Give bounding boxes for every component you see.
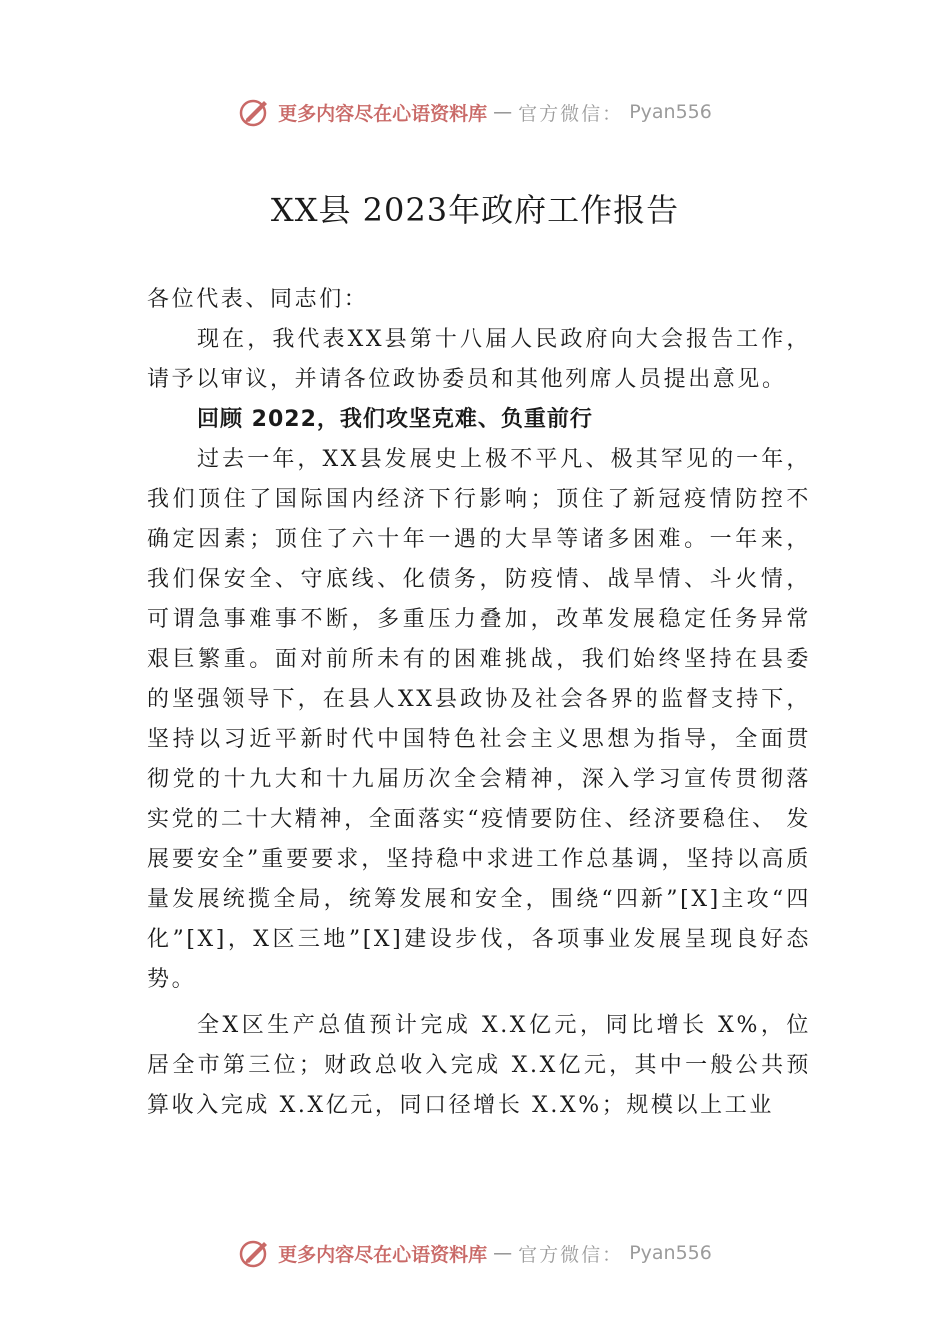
- intro-paragraph: 现在，我代表XX县第十八届人民政府向大会报告工作，请予以审议，并请各位政协委员和其他列席人员提出意见。: [147, 327, 811, 392]
- pen-seal-icon: [238, 95, 272, 129]
- document-title: XX县 2023年政府工作报告: [270, 191, 680, 229]
- pen-seal-icon: [238, 1236, 272, 1270]
- watermark-footer: [0, 1236, 950, 1270]
- watermark-wechat-id: Pyan556: [629, 1242, 712, 1264]
- salutation: 各位代表、同志们：: [147, 287, 369, 312]
- watermark-separator: —: [493, 101, 513, 123]
- watermark-wechat-id: Pyan556: [629, 101, 712, 123]
- watermark-label: 官方微信：: [518, 102, 624, 125]
- watermark-separator: —: [493, 1242, 513, 1264]
- watermark-label: 官方微信：: [518, 1243, 624, 1266]
- section-heading: 回顾 2022，我们攻坚克难、负重前行: [197, 407, 593, 432]
- body-paragraph: 过去一年，XX县发展史上极不平凡、极其罕见的一年，我们顶住了国际国内经济下行影响；顶住了新冠疫情防控不确定因素；顶住了六十年一遇的大旱等诸多困难。一年来， 我们保安全、守底线、化债务，防疫情、战旱情、斗火情， 可谓急事难事不断，多重压力叠加，改革发展稳定任务异常艰巨繁重。面对前所未有的困难挑战，我们始终坚持在县委的坚强领导下，在县人XX县政协及社会各界的监督支持下， 坚持以习近平新时代中国特色社会主义思想为指导，全面贯彻党的十九大和十九届历次全会精神，深入学习宣传贯彻落实党的二十大精神，全面落实“疫情要防住、经济要稳住、 发展要安全”重要要求，坚持稳中求进工作总基调，坚持以高质量发展统揽全局，统筹发展和安全，围绕“四新”[X]主攻“四化”[X]，X区三地”[X]建设步伐，各项事业发展呈现良好态势。: [147, 447, 811, 992]
- watermark-header: [0, 95, 950, 129]
- watermark-brand: 更多内容尽在心语资料库: [278, 1243, 488, 1266]
- body-paragraph: 全X区生产总值预计完成 X.X亿元，同比增长 X%，位居全市第三位；财政总收入完成 X.X亿元，其中一般公共预算收入完成 X.X亿元，同口径增长 X.X%；规模以上工业: [147, 1013, 811, 1118]
- watermark-brand: 更多内容尽在心语资料库: [278, 102, 488, 125]
- document-body: [147, 280, 811, 1126]
